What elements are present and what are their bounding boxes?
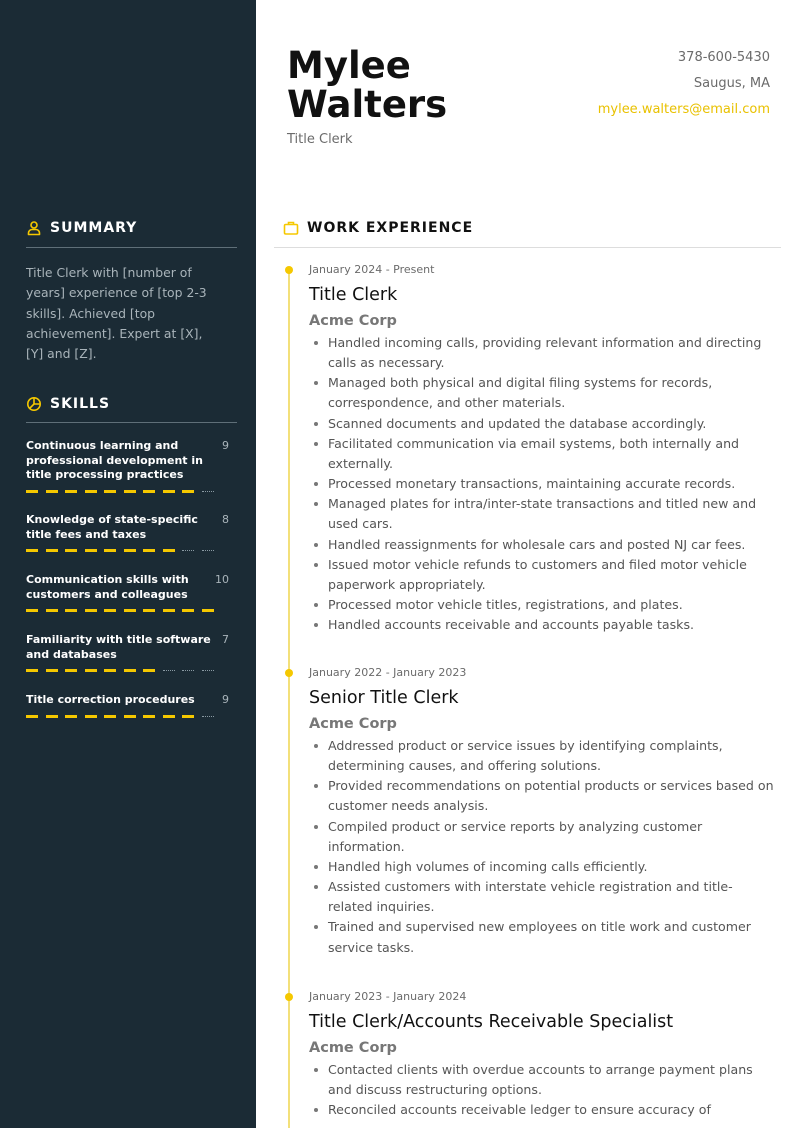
- skill-segment-filled: [26, 549, 38, 552]
- skill-segment-filled: [65, 669, 77, 672]
- skill-segment-empty: [182, 550, 194, 551]
- skill-segment-filled: [85, 490, 97, 493]
- job-title: Senior Title Clerk: [309, 688, 459, 708]
- skill-segment-filled: [65, 490, 77, 493]
- job-bullet: Reconciled accounts receivable ledger to ensure accuracy of: [309, 1100, 774, 1120]
- user-icon: [26, 220, 42, 236]
- skill-meter: [26, 549, 229, 552]
- skill-segment-filled: [26, 609, 38, 612]
- skill-segment-filled: [124, 715, 136, 718]
- job-bullet: Contacted clients with overdue accounts to arrange payment plans and discuss restructuring options.: [309, 1060, 774, 1100]
- skill-segment-filled: [163, 609, 175, 612]
- skill-segment-filled: [85, 669, 97, 672]
- skill-segment-filled: [163, 490, 175, 493]
- contact-location: Saugus, MA: [693, 76, 770, 91]
- skill-name: Communication skills with customers and colleagues: [26, 573, 189, 601]
- job-bullet: Handled high volumes of incoming calls efficiently.: [309, 857, 774, 877]
- job-bullet: Managed plates for intra/inter-state transactions and titled new and used cars.: [309, 494, 774, 534]
- skill-segment-filled: [104, 490, 116, 493]
- skill-segment-empty: [202, 670, 214, 671]
- job-entry: [309, 666, 774, 958]
- skill-meter: [26, 490, 229, 493]
- skill-segment-filled: [143, 609, 155, 612]
- skill-meter: [26, 715, 229, 718]
- candidate-name: [287, 46, 447, 124]
- skill-segment-filled: [26, 715, 38, 718]
- skill-segment-filled: [104, 609, 116, 612]
- skill-segment-filled: [124, 490, 136, 493]
- job-dates: January 2024 - Present: [309, 263, 435, 276]
- job-role: Title Clerk: [287, 132, 353, 147]
- skill-item: [26, 633, 229, 662]
- skill-segment-filled: [65, 609, 77, 612]
- summary-heading-label: SUMMARY: [50, 220, 138, 236]
- skill-level: 8: [222, 513, 229, 526]
- skill-segment-empty: [202, 491, 214, 492]
- last-name: Walters: [287, 83, 448, 126]
- job-bullet: Issued motor vehicle refunds to customers and filed motor vehicle paperwork appropriately.: [309, 555, 774, 595]
- skill-name: Continuous learning and professional development in title processing practices: [26, 439, 203, 482]
- skills-divider: [26, 422, 237, 423]
- contact-phone: 378-600-5430: [677, 50, 770, 65]
- job-bullet: Assisted customers with interstate vehicle registration and title-related inquiries.: [309, 877, 774, 917]
- job-bullet: Handled incoming calls, providing relevant information and directing calls as necessary.: [309, 333, 774, 373]
- job-entry: [309, 990, 774, 1120]
- skill-level: 10: [215, 573, 229, 586]
- sidebar: [0, 0, 256, 1128]
- job-dates: January 2022 - January 2023: [309, 666, 467, 679]
- skill-segment-filled: [26, 669, 38, 672]
- job-bullet: Scanned documents and updated the database accordingly.: [309, 414, 774, 434]
- skill-item: [26, 513, 229, 542]
- job-bullet: Trained and supervised new employees on title work and customer service tasks.: [309, 917, 774, 957]
- skill-segment-filled: [46, 609, 58, 612]
- job-bullet: Processed monetary transactions, maintaining accurate records.: [309, 474, 774, 494]
- job-dates: January 2023 - January 2024: [309, 990, 467, 1003]
- job-bullets: [309, 1060, 774, 1120]
- contact-email[interactable]: mylee.walters@email.com: [597, 102, 770, 117]
- skill-segment-filled: [65, 549, 77, 552]
- skill-segment-empty: [202, 550, 214, 551]
- job-bullet: Managed both physical and digital filing systems for records, correspondence, and other materials.: [309, 373, 774, 413]
- skill-segment-filled: [163, 715, 175, 718]
- job-entry: [309, 263, 774, 635]
- summary-heading: [26, 218, 237, 238]
- skill-segment-filled: [124, 669, 136, 672]
- job-bullets: [309, 736, 774, 958]
- skill-meter: [26, 669, 229, 672]
- skill-meter: [26, 609, 229, 612]
- skill-segment-filled: [104, 669, 116, 672]
- skill-level: 7: [222, 633, 229, 646]
- skill-segment-filled: [65, 715, 77, 718]
- job-bullet: Compiled product or service reports by analyzing customer information.: [309, 817, 774, 857]
- skill-segment-filled: [163, 549, 175, 552]
- skill-segment-filled: [85, 549, 97, 552]
- work-heading-label: WORK EXPERIENCE: [307, 220, 474, 236]
- skill-segment-filled: [182, 715, 194, 718]
- skill-name: Familiarity with title software and databases: [26, 633, 211, 661]
- job-bullet: Handled reassignments for wholesale cars and posted NJ car fees.: [309, 535, 774, 555]
- job-bullet: Handled accounts receivable and accounts payable tasks.: [309, 615, 774, 635]
- first-name: Mylee: [287, 44, 411, 87]
- skills-heading-label: SKILLS: [50, 396, 111, 412]
- work-divider: [274, 247, 781, 248]
- job-title: Title Clerk/Accounts Receivable Specialist: [309, 1012, 674, 1032]
- skill-segment-empty: [163, 670, 175, 671]
- skill-segment-filled: [143, 669, 155, 672]
- job-bullet: Provided recommendations on potential products or services based on customer needs analysis.: [309, 776, 774, 816]
- briefcase-icon: [283, 220, 299, 236]
- skill-segment-filled: [104, 715, 116, 718]
- skill-segment-filled: [202, 609, 214, 612]
- skill-level: 9: [222, 439, 229, 452]
- job-bullet: Addressed product or service issues by identifying complaints, determining causes, and offering solutions.: [309, 736, 774, 776]
- job-title: Title Clerk: [309, 285, 398, 305]
- skill-segment-filled: [85, 715, 97, 718]
- skill-level: 9: [222, 693, 229, 706]
- skill-segment-filled: [85, 609, 97, 612]
- skill-segment-filled: [143, 549, 155, 552]
- skill-segment-filled: [124, 549, 136, 552]
- pie-chart-icon: [26, 396, 42, 412]
- timeline-dot: [285, 266, 293, 274]
- job-bullet: Processed motor vehicle titles, registrations, and plates.: [309, 595, 774, 615]
- skill-segment-filled: [46, 490, 58, 493]
- skill-segment-filled: [26, 490, 38, 493]
- summary-divider: [26, 247, 237, 248]
- skill-item: [26, 439, 229, 483]
- skills-heading: [26, 394, 237, 414]
- job-company: Acme Corp: [309, 716, 397, 732]
- skill-name: Title correction procedures: [26, 693, 195, 706]
- timeline-dot: [285, 669, 293, 677]
- job-bullet: Facilitated communication via email systems, both internally and externally.: [309, 434, 774, 474]
- skill-segment-filled: [46, 715, 58, 718]
- skill-segment-filled: [182, 490, 194, 493]
- skill-name: Knowledge of state-specific title fees and taxes: [26, 513, 198, 541]
- skill-segment-filled: [46, 549, 58, 552]
- skill-segment-filled: [124, 609, 136, 612]
- skill-item: [26, 693, 229, 708]
- skill-segment-filled: [143, 490, 155, 493]
- job-company: Acme Corp: [309, 1040, 397, 1056]
- job-bullets: [309, 333, 774, 635]
- job-company: Acme Corp: [309, 313, 397, 329]
- summary-text: Title Clerk with [number of years] experience of [top 2-3 skills]. Achieved [top achievement]. Expert at [X], [Y] and [Z].: [26, 265, 207, 362]
- work-heading: [283, 218, 473, 238]
- skill-segment-empty: [202, 716, 214, 717]
- skill-segment-filled: [46, 669, 58, 672]
- skill-segment-filled: [143, 715, 155, 718]
- skill-item: [26, 573, 229, 602]
- skill-segment-filled: [104, 549, 116, 552]
- skill-segment-empty: [182, 670, 194, 671]
- skill-segment-filled: [182, 609, 194, 612]
- timeline-dot: [285, 993, 293, 1001]
